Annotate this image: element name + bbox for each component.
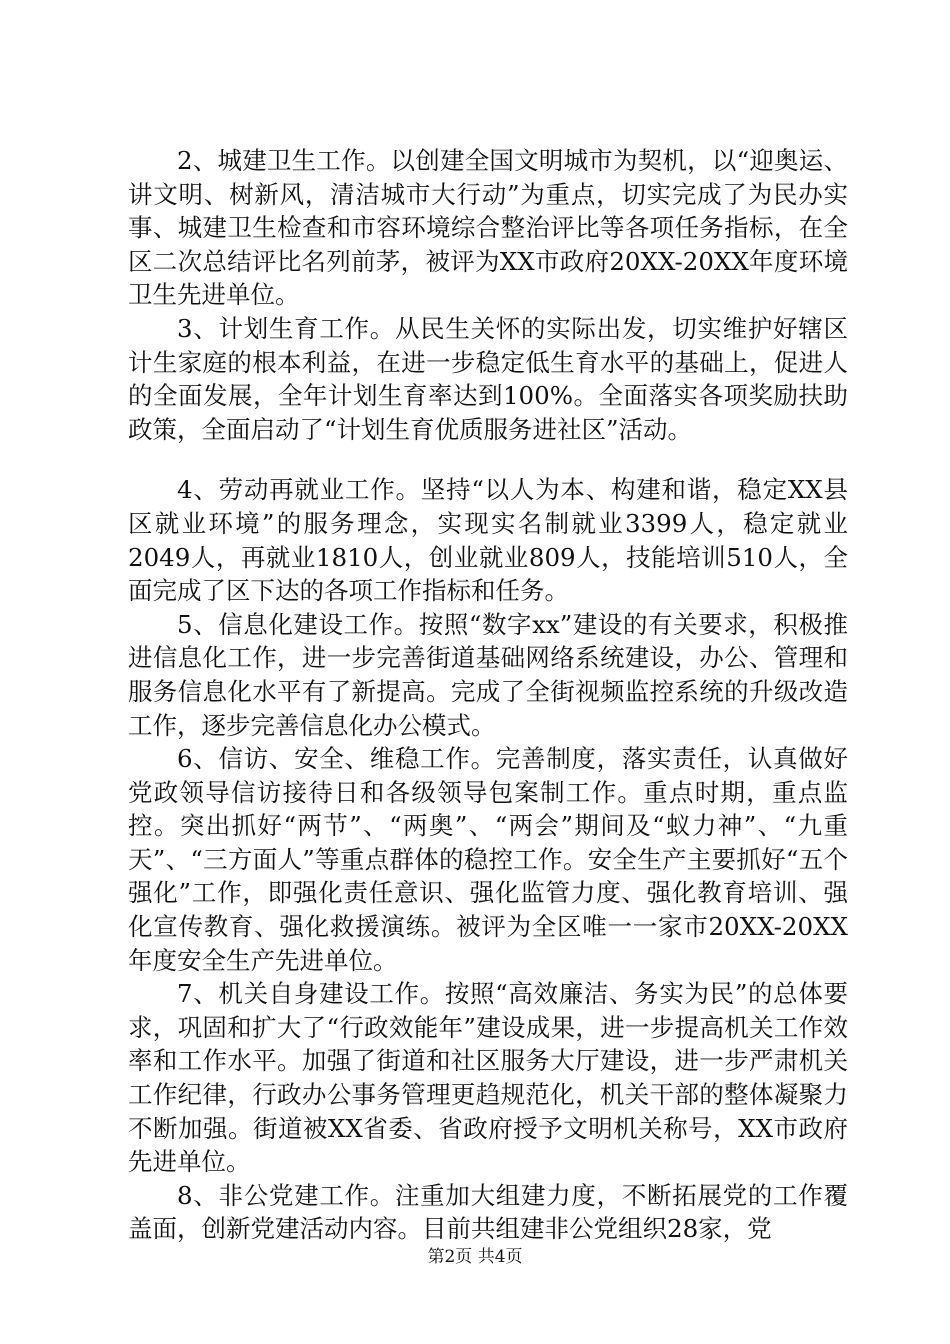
paragraph-organ-self-building: 7、机关自身建设工作。按照“高效廉洁、务实为民”的总体要求，巩固和扩大了“行政效能年”建设成果，进一步提高机关工作效率和工作水平。加强了街道和社区服务大厅建设，进一步严肃机关工作纪律，行政办公事务管理更趋规范化，机关干部的整体凝聚力不断加强。街道被XX省委、省政府授予文明机关称号，XX市政府先进单位。 [128, 979, 848, 1177]
paragraph-family-planning: 3、计划生育工作。从民生关怀的实际出发，切实维护好辖区计生家庭的根本利益，在进一步稳定低生育水平的基础上，促进人的全面发展，全年计划生育率达到100%。全面落实各项奖励扶助政策，全面启动了“计划生育优质服务进社区”活动。 [128, 313, 848, 444]
page-number-footer: 第2页 共4页 [427, 1247, 523, 1267]
paragraph-informatization: 5、信息化建设工作。按照“数字xx”建设的有关要求，积极推进信息化工作，进一步完善街道基础网络系统建设，办公、管理和服务信息化水平有了新提高。完成了全街视频监控系统的升级改造工作，逐步完善信息化办公模式。 [128, 609, 848, 740]
paragraph-city-sanitation: 2、城建卫生工作。以创建全国文明城市为契机，以“迎奥运、讲文明、树新风，清洁城市大行动”为重点，切实完成了为民办实事、城建卫生检查和市容环境综合整治评比等各项任务指标，在全区二次总结评比名列前茅，被评为XX市政府20XX-20XX年度环境卫生先进单位。 [128, 146, 848, 310]
paragraph-reemployment: 4、劳动再就业工作。坚持“以人为本、构建和谐，稳定XX县区就业环境”的服务理念，实现实名制就业3399人，稳定就业2049人，再就业1810人，创业就业809人，技能培训510人，全面完成了区下达的各项工作指标和任务。 [128, 475, 848, 606]
document-body [128, 144, 848, 1246]
paragraph-petition-safety-stability: 6、信访、安全、维稳工作。完善制度，落实责任，认真做好党政领导信访接待日和各级领导包案制工作。重点时期，重点监控。突出抓好“两节”、“两奥”、“两会”期间及“蚁力神”、“九重天”、“三方面人”等重点群体的稳控工作。安全生产主要抓好“五个强化”工作，即强化责任意识、强化监管力度、强化教育培训、强化宣传教育、强化救援演练。被评为全区唯一一家市20XX-20XX年度安全生产先进单位。 [128, 744, 848, 975]
paragraph-nonpublic-party-building: 8、非公党建工作。注重加大组建力度，不断拓展党的工作覆盖面，创新党建活动内容。目前共组建非公党组织28家，党 [128, 1180, 848, 1244]
